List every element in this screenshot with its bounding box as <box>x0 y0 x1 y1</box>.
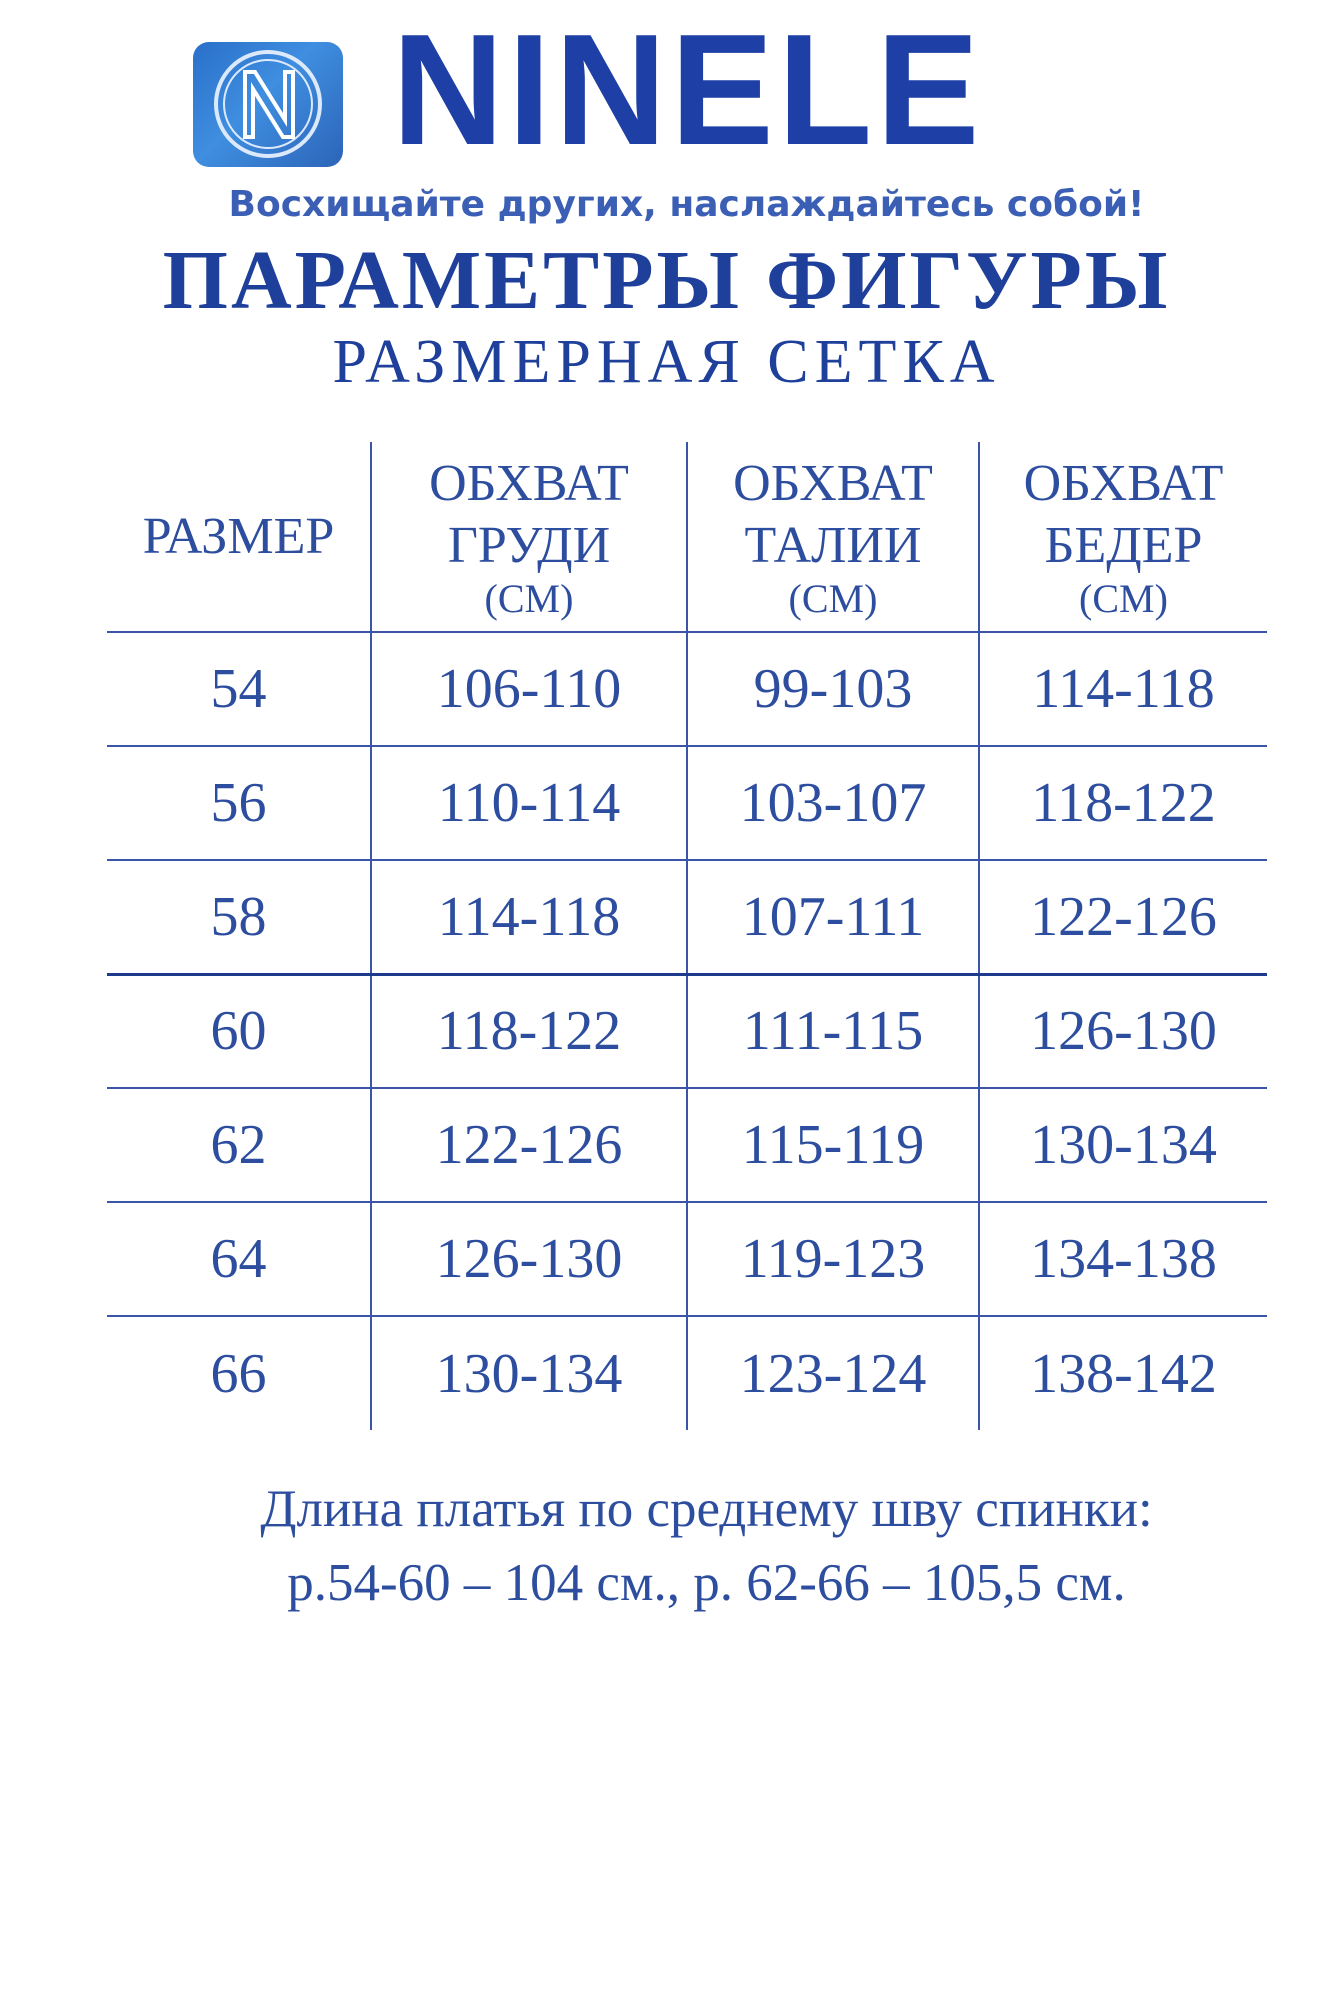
cell-size: 66 <box>210 1342 267 1405</box>
cell-size: 54 <box>107 632 371 746</box>
cell-waist: 111-115 <box>687 974 979 1088</box>
table-row <box>107 974 1267 1088</box>
cell-chest: 126-130 <box>371 1202 687 1316</box>
cell-waist: 119-123 <box>687 1202 979 1316</box>
brand-logo-emblem <box>193 42 343 167</box>
cell-chest: 106-110 <box>371 632 687 746</box>
cell-hips: 134-138 <box>979 1202 1267 1316</box>
header-waist-line1: ОБХВАТ <box>733 454 933 512</box>
note-line-2: р.54-60 – 104 см., р. 62-66 – 105,5 см. <box>287 1554 1126 1612</box>
header-size-label: РАЗМЕР <box>142 507 335 565</box>
cell-chest: 114-118 <box>371 860 687 974</box>
cell-hips: 114-118 <box>979 632 1267 746</box>
note-line-1: Длина платья по среднему шву спинки: <box>260 1480 1153 1538</box>
table-row <box>107 1202 1267 1316</box>
table-row <box>107 632 1267 746</box>
cell-chest: 118-122 <box>371 974 687 1088</box>
cell-size: 56 <box>107 746 371 860</box>
cell-hips: 122-126 <box>979 860 1267 974</box>
cell-chest: 110-114 <box>371 746 687 860</box>
table-row <box>107 1316 1267 1430</box>
cell-hips: 118-122 <box>979 746 1267 860</box>
brand-name: NINELE <box>392 2 984 178</box>
ninele-n-emblem-icon <box>193 42 343 167</box>
header-hips-unit: (СМ) <box>1079 575 1168 621</box>
header-hips <box>979 442 1267 632</box>
header-hips-line2: БЕДЕР <box>1044 516 1203 574</box>
page-title: ПАРАМЕТРЫ ФИГУРЫ <box>162 234 1171 327</box>
cell-hips: 138-142 <box>979 1316 1267 1430</box>
cell-chest: 122-126 <box>371 1088 687 1202</box>
cell-chest: 130-134 <box>371 1316 687 1430</box>
cell-size: 64 <box>107 1202 371 1316</box>
cell-waist: 123-124 <box>687 1316 979 1430</box>
page-subtitle: РАЗМЕРНАЯ СЕТКА <box>332 328 1001 396</box>
cell-hips: 130-134 <box>979 1088 1267 1202</box>
cell-waist: 115-119 <box>687 1088 979 1202</box>
table-row <box>107 746 1267 860</box>
size-chart-table <box>107 442 1267 1430</box>
cell-hips: 126-130 <box>979 974 1267 1088</box>
table-row <box>107 1088 1267 1202</box>
cell-size: 62 <box>107 1088 371 1202</box>
table-row <box>107 860 1267 974</box>
header-waist <box>687 442 979 632</box>
header-chest-unit: (СМ) <box>484 575 574 621</box>
brand-tagline: Восхищайте других, наслаждайтесь собой! <box>228 184 1145 225</box>
dress-length-note <box>0 1472 1333 1620</box>
header-chest <box>371 442 687 632</box>
header-chest-line2: ГРУДИ <box>447 516 611 574</box>
cell-waist: 107-111 <box>687 860 979 974</box>
cell-size: 60 <box>107 974 371 1088</box>
header-waist-unit: (СМ) <box>788 575 878 621</box>
header-hips-line1: ОБХВАТ <box>1023 454 1224 512</box>
cell-waist: 99-103 <box>687 632 979 746</box>
cell-size: 58 <box>107 860 371 974</box>
table-header-row <box>107 442 1267 632</box>
header-size <box>107 442 371 632</box>
cell-waist: 103-107 <box>687 746 979 860</box>
header-waist-line2: ТАЛИИ <box>744 516 922 574</box>
header-chest-line1: ОБХВАТ <box>429 454 629 512</box>
